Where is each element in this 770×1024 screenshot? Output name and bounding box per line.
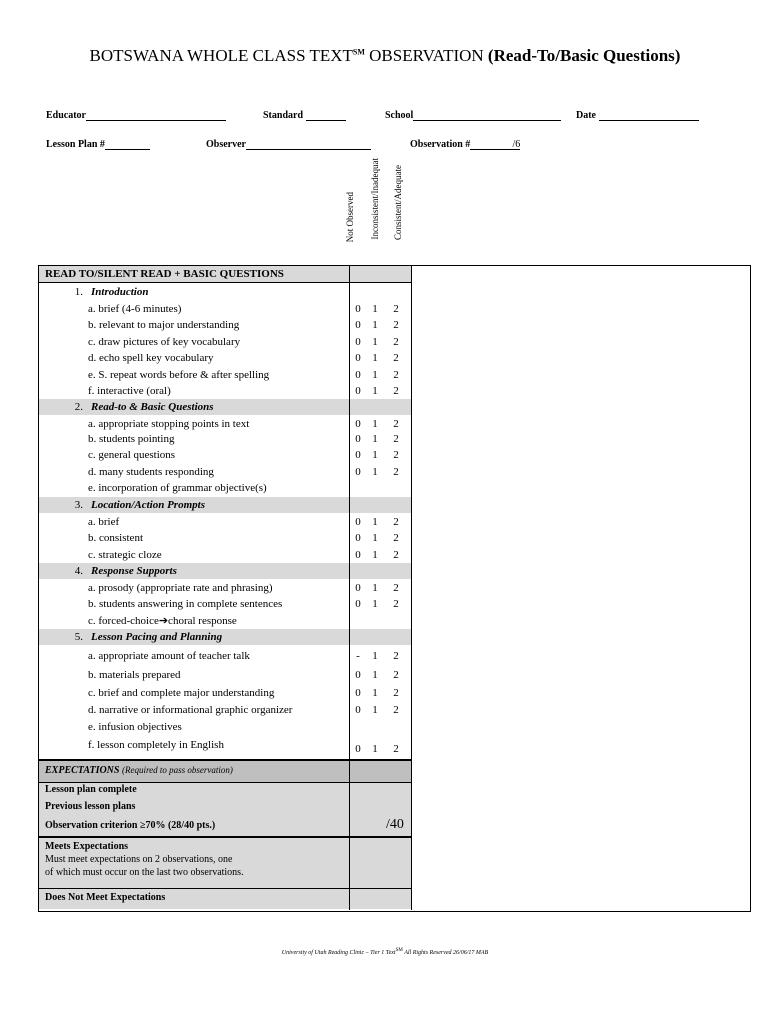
- divider: [39, 282, 411, 283]
- divider: [39, 888, 411, 889]
- observation-number-field[interactable]: Observation # /6: [410, 139, 521, 150]
- column-not-observed: Not Observed: [345, 192, 355, 243]
- school-field[interactable]: School: [385, 110, 561, 121]
- column-consistent: Consistent/Adequate: [393, 165, 403, 240]
- standard-field[interactable]: Standard: [263, 110, 346, 121]
- date-field[interactable]: Date: [576, 110, 699, 121]
- column-inconsistent: Inconsistent/Inadequat: [370, 158, 380, 240]
- footer: University of Utah Reading Clinic – Tier 1 Text℠ All Rights Reserved 26/06/17 MAB: [281, 948, 489, 956]
- observer-field[interactable]: Observer: [206, 139, 371, 150]
- divider: [39, 759, 411, 761]
- notes-column-divider: [411, 265, 412, 910]
- divider: [39, 782, 411, 783]
- score-column-divider: [349, 265, 350, 910]
- educator-field[interactable]: Educator: [46, 110, 226, 121]
- divider: [39, 836, 411, 838]
- page-title: BOTSWANA WHOLE CLASS TEXT℠ OBSERVATION (Read-To/Basic Questions): [89, 46, 681, 65]
- lesson-plan-field[interactable]: Lesson Plan #: [46, 139, 150, 150]
- total-score: /40: [386, 817, 404, 832]
